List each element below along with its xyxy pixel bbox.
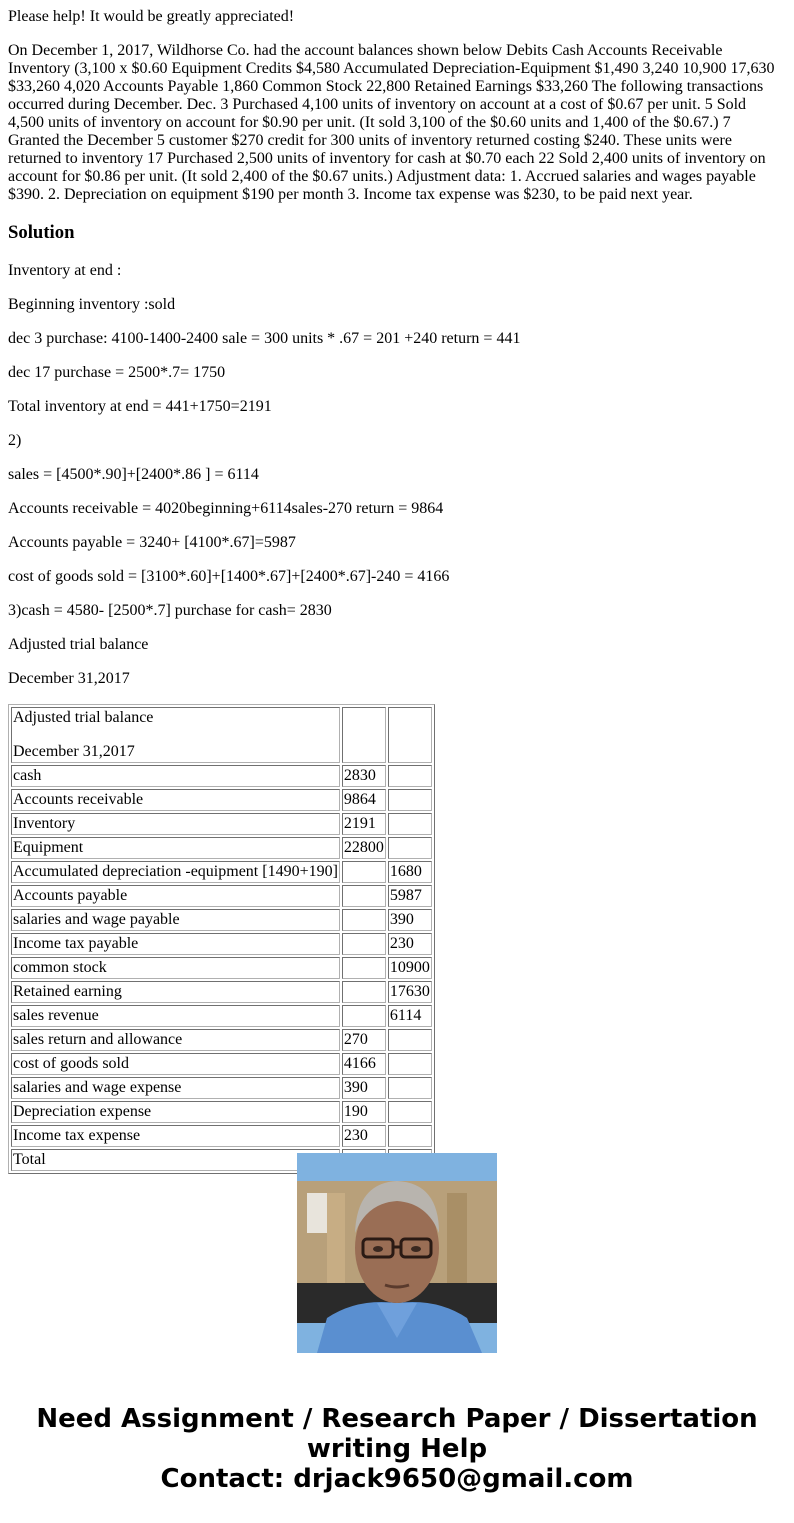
debit-cell bbox=[342, 981, 386, 1003]
solution-line: December 31,2017 bbox=[8, 670, 130, 687]
account-cell: Inventory bbox=[11, 813, 340, 835]
account-cell: Retained earning bbox=[11, 981, 340, 1003]
table-row bbox=[11, 885, 432, 907]
credit-cell: 6114 bbox=[388, 1005, 432, 1027]
table-row bbox=[11, 837, 432, 859]
credit-cell bbox=[388, 1101, 432, 1123]
table-row bbox=[11, 1053, 432, 1075]
credit-cell: 230 bbox=[388, 933, 432, 955]
credit-cell: 10900 bbox=[388, 957, 432, 979]
debit-cell bbox=[342, 1005, 386, 1027]
credit-cell bbox=[388, 1077, 432, 1099]
solution-line: dec 17 purchase = 2500*.7= 1750 bbox=[8, 364, 226, 381]
credit-cell: 1680 bbox=[388, 861, 432, 883]
debit-cell: 22800 bbox=[342, 837, 386, 859]
table-date: December 31,2017 bbox=[13, 743, 135, 760]
account-cell: Accumulated depreciation -equipment [1490+190] bbox=[11, 861, 340, 883]
account-cell: sales return and allowance bbox=[11, 1029, 340, 1051]
debit-cell bbox=[342, 861, 386, 883]
debit-cell: 9864 bbox=[342, 789, 386, 811]
credit-cell: 390 bbox=[388, 909, 432, 931]
account-cell: salaries and wage expense bbox=[11, 1077, 340, 1099]
promo-line-2: writing Help bbox=[306, 1434, 488, 1464]
promo-contact[interactable]: Contact: drjack9650@gmail.com bbox=[160, 1464, 634, 1494]
table-row bbox=[11, 813, 432, 835]
solution-line: 3)cash = 4580- [2500*.7] purchase for cash= 2830 bbox=[8, 602, 332, 619]
credit-cell bbox=[388, 765, 432, 787]
debit-cell: 390 bbox=[342, 1077, 386, 1099]
promo-banner bbox=[0, 1404, 794, 1494]
account-cell: Income tax expense bbox=[11, 1125, 340, 1147]
table-header-row bbox=[11, 707, 432, 763]
adjusted-trial-balance-table bbox=[8, 704, 435, 1174]
solution-line: 2) bbox=[8, 432, 22, 449]
solution-line: Accounts receivable = 4020beginning+6114sales-270 return = 9864 bbox=[8, 500, 444, 517]
solution-line: cost of goods sold = [3100*.60]+[1400*.67]+[2400*.67]-240 = 4166 bbox=[8, 568, 450, 585]
account-cell: sales revenue bbox=[11, 1005, 340, 1027]
table-row bbox=[11, 1125, 432, 1147]
account-cell: cost of goods sold bbox=[11, 1053, 340, 1075]
credit-header-cell bbox=[388, 707, 432, 763]
credit-cell: 17630 bbox=[388, 981, 432, 1003]
debit-cell: 190 bbox=[342, 1101, 386, 1123]
credit-cell bbox=[388, 789, 432, 811]
debit-cell bbox=[342, 909, 386, 931]
debit-cell: 230 bbox=[342, 1125, 386, 1147]
debit-cell bbox=[342, 933, 386, 955]
credit-cell: 5987 bbox=[388, 885, 432, 907]
solution-line: Inventory at end : bbox=[8, 262, 122, 279]
account-cell: Depreciation expense bbox=[11, 1101, 340, 1123]
account-cell: cash bbox=[11, 765, 340, 787]
author-portrait-icon bbox=[297, 1153, 497, 1353]
table-row bbox=[11, 789, 432, 811]
solution-line: Total inventory at end = 441+1750=2191 bbox=[8, 398, 272, 415]
solution-line: Beginning inventory :sold bbox=[8, 296, 176, 313]
credit-cell bbox=[388, 1125, 432, 1147]
table-row bbox=[11, 1029, 432, 1051]
table-row bbox=[11, 861, 432, 883]
table-row bbox=[11, 765, 432, 787]
debit-cell bbox=[342, 885, 386, 907]
credit-cell bbox=[388, 837, 432, 859]
solution-line: dec 3 purchase: 4100-1400-2400 sale = 300 units * .67 = 201 +240 return = 441 bbox=[8, 330, 521, 347]
question-body: On December 1, 2017, Wildhorse Co. had the account balances shown below Debits Cash Accounts Receivable Inventory (3,100 x $0.60 Equipment Credits $4,580 Accumulated Depreciation-Equipment $1,490 3,240 10,900 17,630 $33,260 4,020 Accounts Payable 1,860 Common Stock 22,800 Retained Earnings $33,260 The following transactions occurred during December. Dec. 3 Purchased 4,100 units of inventory on account at a cost of $0.67 per unit. 5 Sold 4,500 units of inventory on account for $0.90 per unit. (It sold 3,100 of the $0.60 units and 1,400 of the $0.67.) 7 Granted the December 5 customer $270 credit for 300 units of inventory returned costing $240. These units were returned to inventory 17 Purchased 2,500 units of inventory for cash at $0.70 each 22 Sold 2,400 units of inventory on account for $0.86 per unit. (It sold 2,400 of the $0.67 units.) Adjustment data: 1. Accrued salaries and wages payable $390. 2. Depreciation on equipment $190 per month 3. Income tax expense was $230, to be paid next year. bbox=[8, 42, 775, 203]
account-cell: common stock bbox=[11, 957, 340, 979]
table-row bbox=[11, 933, 432, 955]
solution-line: sales = [4500*.90]+[2400*.86 ] = 6114 bbox=[8, 466, 259, 483]
account-cell: Total bbox=[11, 1149, 340, 1171]
solution-heading: Solution bbox=[8, 222, 75, 243]
promo-line-1: Need Assignment / Research Paper / Dissertation bbox=[36, 1404, 758, 1434]
author-avatar bbox=[297, 1153, 497, 1353]
table-row bbox=[11, 909, 432, 931]
table-row bbox=[11, 957, 432, 979]
table-title-cell bbox=[11, 707, 340, 763]
table-title: Adjusted trial balance bbox=[13, 709, 154, 726]
debit-cell: 2191 bbox=[342, 813, 386, 835]
debit-cell: 2830 bbox=[342, 765, 386, 787]
credit-cell bbox=[388, 1029, 432, 1051]
document-content bbox=[8, 0, 786, 1168]
debit-cell: 4166 bbox=[342, 1053, 386, 1075]
account-cell: Income tax payable bbox=[11, 933, 340, 955]
account-cell: salaries and wage payable bbox=[11, 909, 340, 931]
solution-line: Adjusted trial balance bbox=[8, 636, 149, 653]
debit-header-cell bbox=[342, 707, 386, 763]
credit-cell bbox=[388, 1053, 432, 1075]
question-intro: Please help! It would be greatly appreciated! bbox=[8, 8, 295, 25]
account-cell: Accounts receivable bbox=[11, 789, 340, 811]
account-cell: Equipment bbox=[11, 837, 340, 859]
table-row bbox=[11, 981, 432, 1003]
debit-cell bbox=[342, 957, 386, 979]
solution-line: Accounts payable = 3240+ [4100*.67]=5987 bbox=[8, 534, 296, 551]
account-cell: Accounts payable bbox=[11, 885, 340, 907]
table-row bbox=[11, 1101, 432, 1123]
debit-cell: 270 bbox=[342, 1029, 386, 1051]
table-row bbox=[11, 1005, 432, 1027]
table-row bbox=[11, 1077, 432, 1099]
credit-cell bbox=[388, 813, 432, 835]
